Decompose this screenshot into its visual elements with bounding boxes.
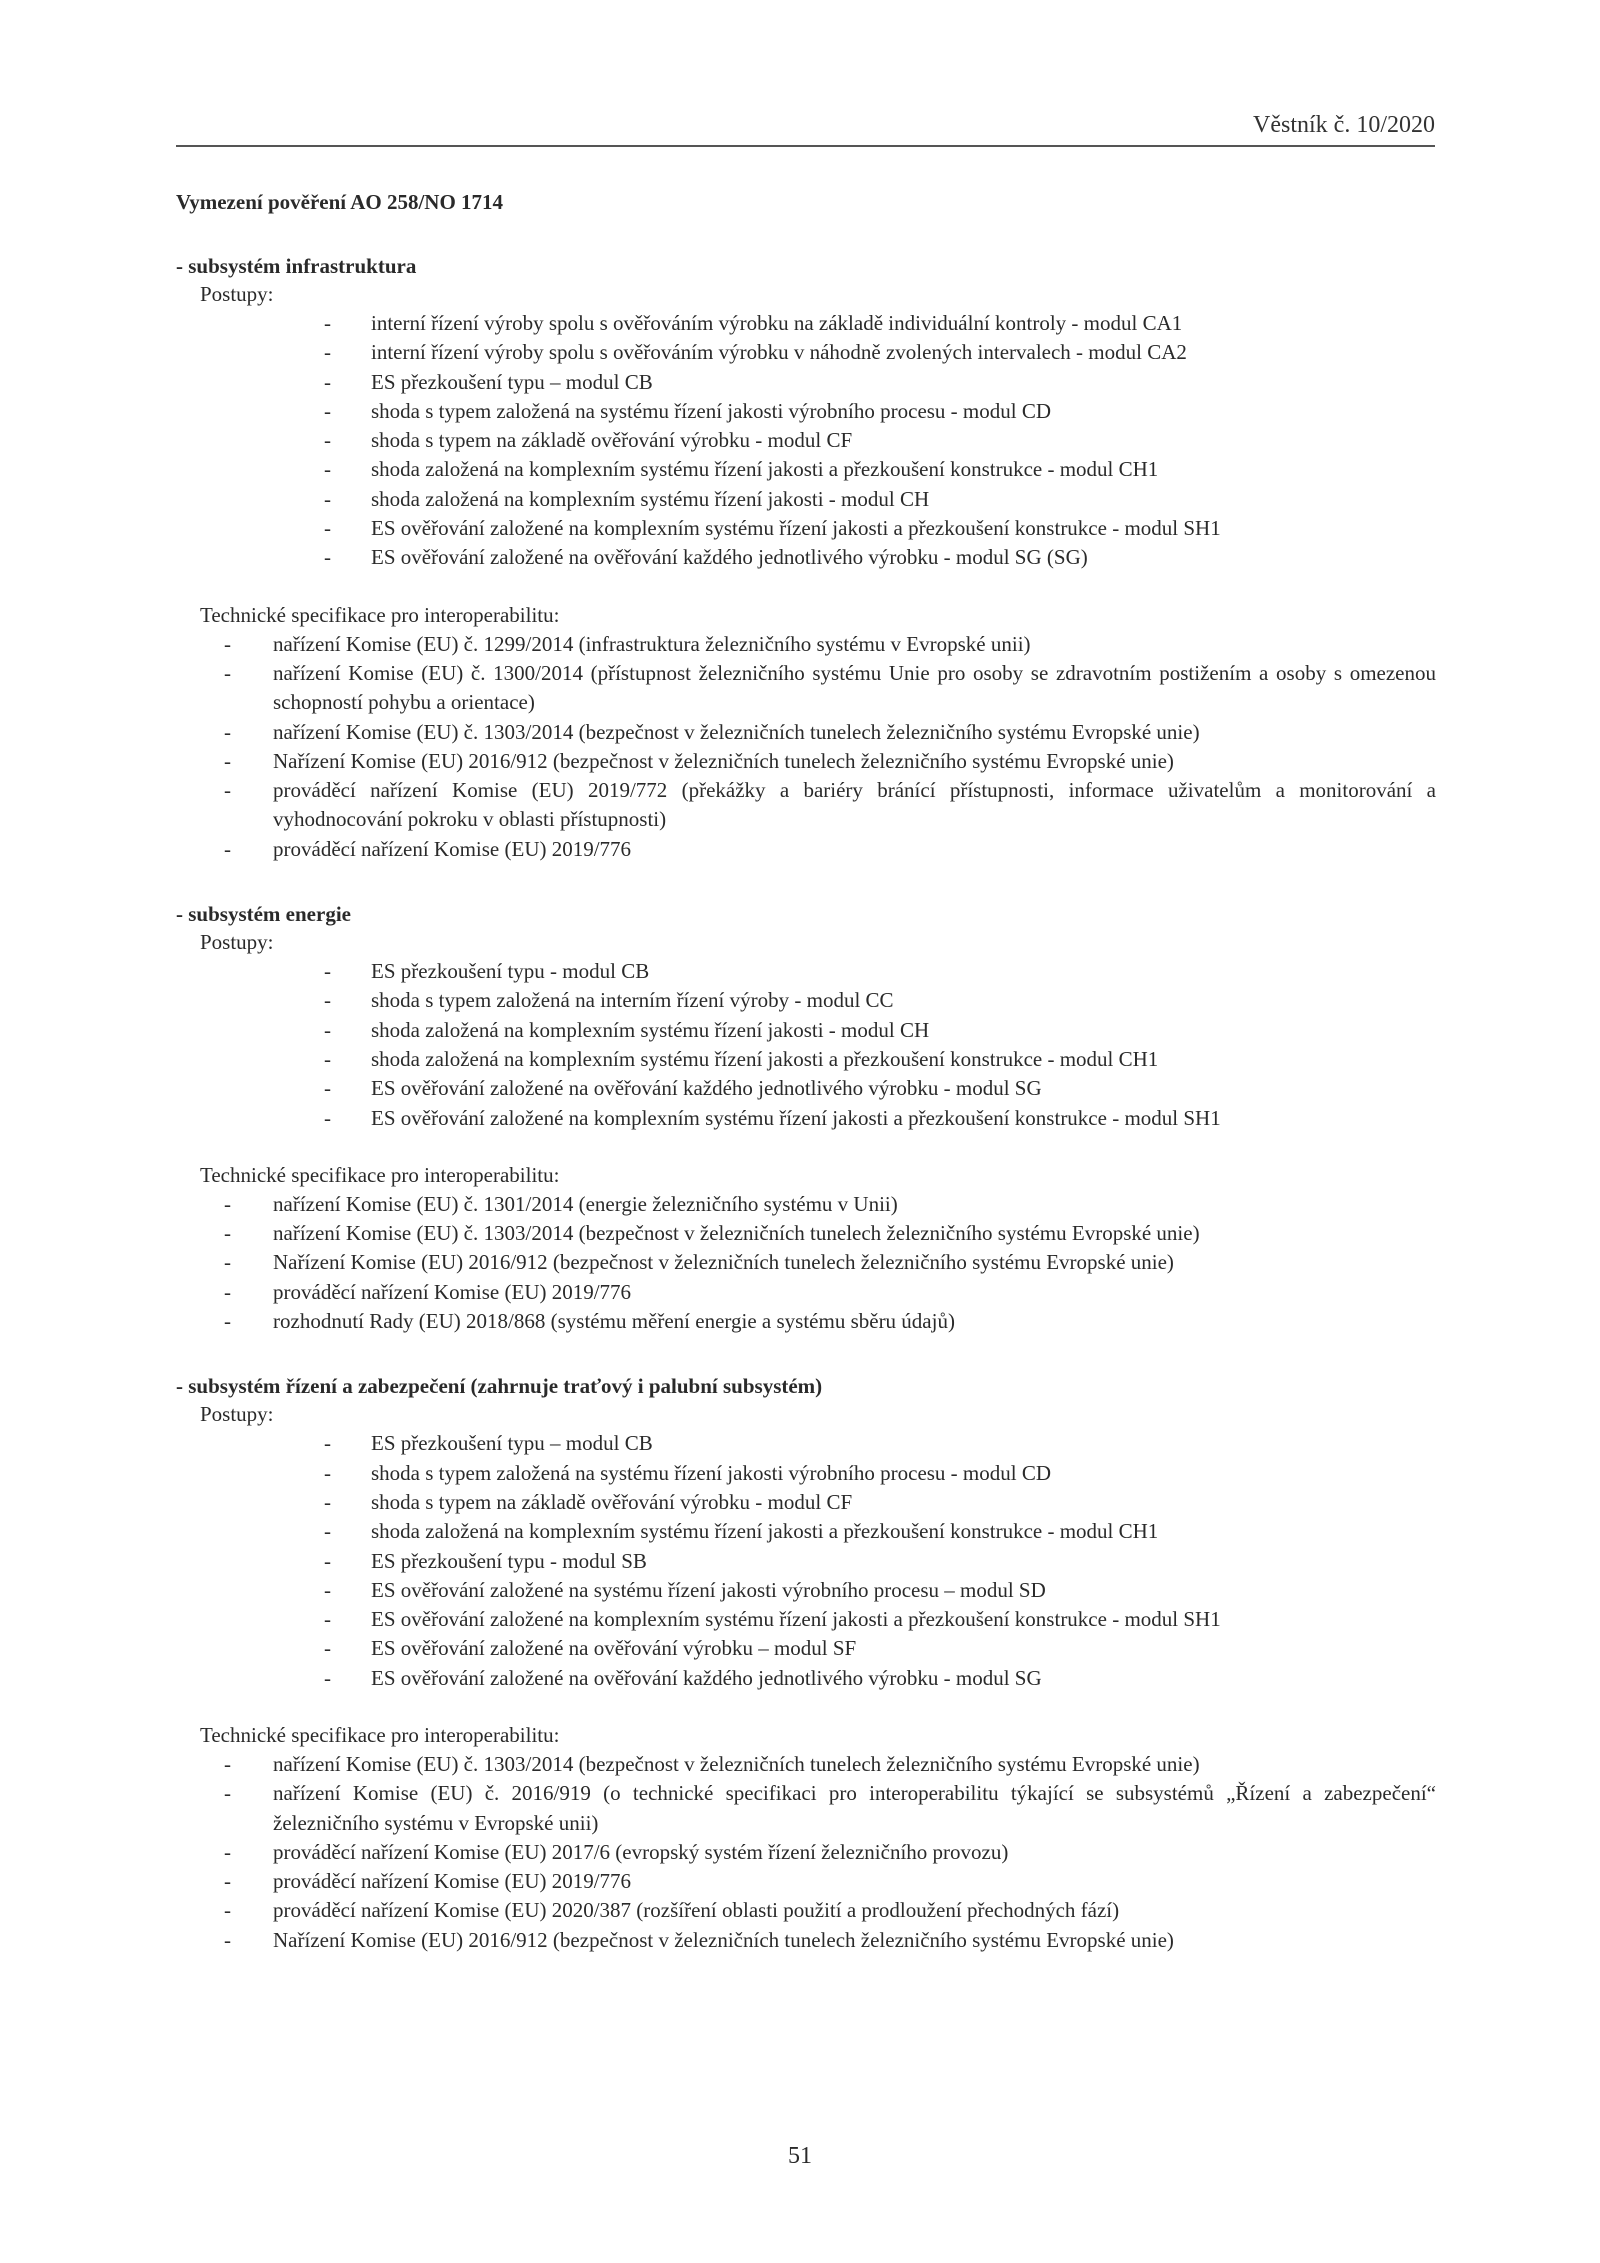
document-heading: Vymezení pověření AO 258/NO 1714 bbox=[176, 190, 504, 214]
procedure-item bbox=[176, 957, 1436, 986]
procedure-text: ES ověřování založené na ověřování výrobku – modul SF bbox=[371, 1636, 857, 1661]
procedure-item bbox=[176, 986, 1436, 1015]
procedure-item bbox=[176, 1547, 1436, 1576]
list-dash: - bbox=[224, 1839, 231, 1864]
journal-issue-title: Věstník č. 10/2020 bbox=[1253, 112, 1435, 138]
procedure-text: ES přezkoušení typu - modul CB bbox=[371, 959, 650, 984]
spec-item bbox=[176, 1838, 1436, 1867]
spec-item bbox=[176, 630, 1436, 659]
spec-item bbox=[176, 718, 1436, 747]
list-dash: - bbox=[324, 1460, 331, 1485]
list-dash: - bbox=[324, 1665, 331, 1690]
procedure-text: shoda založená na komplexním systému řízení jakosti - modul CH bbox=[371, 486, 930, 511]
spec-item bbox=[176, 1307, 1436, 1336]
subsystem-section bbox=[176, 900, 1436, 1336]
subsystem-section bbox=[176, 252, 1436, 864]
list-dash: - bbox=[324, 1607, 331, 1632]
procedure-text: shoda s typem na základě ověřování výrobku - modul CF bbox=[371, 428, 853, 453]
list-dash: - bbox=[324, 1636, 331, 1661]
spec-item bbox=[176, 1190, 1436, 1219]
procedure-text: ES ověřování založené na ověřování každého jednotlivého výrobku - modul SG bbox=[371, 1665, 1042, 1690]
list-dash: - bbox=[324, 340, 331, 365]
document-body bbox=[176, 188, 1436, 1955]
list-dash: - bbox=[224, 1221, 231, 1246]
spec-item bbox=[176, 1278, 1436, 1307]
list-dash: - bbox=[324, 1017, 331, 1042]
procedure-item bbox=[176, 1634, 1436, 1663]
procedure-text: shoda založená na komplexním systému řízení jakosti a přezkoušení konstrukce - modul CH1 bbox=[371, 457, 1159, 482]
specs-list bbox=[176, 630, 1436, 864]
procedures-list bbox=[176, 1429, 1436, 1693]
specs-list bbox=[176, 1750, 1436, 1955]
specs-block bbox=[176, 601, 1436, 864]
procedures-label: Postupy: bbox=[200, 1402, 274, 1427]
procedure-text: shoda s typem založená na interním řízení výroby - modul CC bbox=[371, 988, 894, 1013]
subsystem-section bbox=[176, 1372, 1436, 1955]
procedure-text: interní řízení výroby spolu s ověřováním výrobku v náhodně zvolených intervalech - modul CA2 bbox=[371, 340, 1187, 365]
procedure-item bbox=[176, 1074, 1436, 1103]
list-dash: - bbox=[224, 1751, 231, 1776]
list-dash: - bbox=[324, 1577, 331, 1602]
spec-item bbox=[176, 1867, 1436, 1896]
list-dash: - bbox=[324, 1489, 331, 1514]
spec-item bbox=[176, 1896, 1436, 1925]
list-dash: - bbox=[224, 1869, 231, 1894]
list-dash: - bbox=[224, 836, 231, 861]
spec-item bbox=[176, 835, 1436, 864]
list-dash: - bbox=[224, 1279, 231, 1304]
procedure-item bbox=[176, 1605, 1436, 1634]
list-dash: - bbox=[324, 457, 331, 482]
procedure-text: ES ověřování založené na ověřování každého jednotlivého výrobku - modul SG bbox=[371, 1076, 1042, 1101]
subsystem-title: - subsystém infrastruktura bbox=[176, 254, 417, 278]
spec-text: prováděcí nařízení Komise (EU) 2017/6 (evropský systém řízení železničního provozu) bbox=[273, 1839, 1009, 1864]
spec-text: Nařízení Komise (EU) 2016/912 (bezpečnost v železničních tunelech železničního systému Evropské unie) bbox=[273, 748, 1174, 773]
spec-item bbox=[176, 1926, 1436, 1955]
spec-text: prováděcí nařízení Komise (EU) 2019/776 bbox=[273, 836, 632, 861]
procedure-item bbox=[176, 1459, 1436, 1488]
list-dash: - bbox=[224, 748, 231, 773]
list-dash: - bbox=[224, 1250, 231, 1275]
procedures-list bbox=[176, 309, 1436, 573]
list-dash: - bbox=[324, 1519, 331, 1544]
procedure-text: shoda založená na komplexním systému řízení jakosti a přezkoušení konstrukce - modul CH1 bbox=[371, 1519, 1159, 1544]
procedure-text: shoda založená na komplexním systému řízení jakosti - modul CH bbox=[371, 1017, 930, 1042]
list-dash: - bbox=[324, 988, 331, 1013]
page-number: 51 bbox=[788, 2143, 812, 2169]
procedures-list bbox=[176, 957, 1436, 1133]
list-dash: - bbox=[324, 516, 331, 541]
specs-label: Technické specifikace pro interoperabilitu: bbox=[200, 602, 560, 627]
spec-text: nařízení Komise (EU) č. 1303/2014 (bezpečnost v železničních tunelech železničního systému Evropské unie) bbox=[273, 719, 1200, 744]
procedure-text: ES přezkoušení typu – modul CB bbox=[371, 369, 653, 394]
procedure-text: ES ověřování založené na komplexním systému řízení jakosti a přezkoušení konstrukce - modul SH1 bbox=[371, 1607, 1221, 1632]
specs-block bbox=[176, 1161, 1436, 1336]
list-dash: - bbox=[324, 1105, 331, 1130]
subsystem-title: - subsystém řízení a zabezpečení (zahrnuje traťový i palubní subsystém) bbox=[176, 1374, 823, 1399]
procedure-item bbox=[176, 368, 1436, 397]
list-dash: - bbox=[324, 1076, 331, 1101]
list-dash: - bbox=[224, 631, 231, 656]
list-dash: - bbox=[324, 428, 331, 453]
spec-item bbox=[176, 776, 1436, 835]
list-dash: - bbox=[324, 1548, 331, 1573]
spec-text: nařízení Komise (EU) č. 1303/2014 (bezpečnost v železničních tunelech železničního systému Evropské unie) bbox=[273, 1221, 1200, 1246]
list-dash: - bbox=[324, 311, 331, 335]
list-dash: - bbox=[224, 660, 231, 685]
list-dash: - bbox=[324, 398, 331, 423]
procedure-item bbox=[176, 397, 1436, 426]
specs-block bbox=[176, 1721, 1436, 1955]
procedure-text: ES ověřování založené na komplexním systému řízení jakosti a přezkoušení konstrukce - modul SH1 bbox=[371, 1105, 1221, 1130]
spec-text: nařízení Komise (EU) č. 1301/2014 (energie železničního systému v Unii) bbox=[273, 1191, 898, 1216]
specs-list bbox=[176, 1190, 1436, 1336]
spec-text: nařízení Komise (EU) č. 1300/2014 (přístupnost železničního systému Unie pro osoby se zdravotním postižením a osoby s omezenou schopností pohybu a orientace) bbox=[273, 660, 1436, 715]
procedure-text: shoda s typem na základě ověřování výrobku - modul CF bbox=[371, 1489, 853, 1514]
list-dash: - bbox=[224, 1309, 231, 1334]
spec-item bbox=[176, 659, 1436, 718]
procedure-item bbox=[176, 1429, 1436, 1458]
procedure-text: shoda s typem založená na systému řízení jakosti výrobního procesu - modul CD bbox=[371, 398, 1052, 423]
spec-item bbox=[176, 747, 1436, 776]
spec-text: prováděcí nařízení Komise (EU) 2020/387 (rozšíření oblasti použití a prodloužení přechodných fází) bbox=[273, 1898, 1120, 1923]
list-dash: - bbox=[224, 1927, 231, 1952]
spec-text: nařízení Komise (EU) č. 1303/2014 (bezpečnost v železničních tunelech železničního systému Evropské unie) bbox=[273, 1751, 1200, 1776]
header-divider bbox=[176, 145, 1435, 147]
subsystem-title: - subsystém energie bbox=[176, 902, 351, 927]
procedure-text: ES ověřování založené na komplexním systému řízení jakosti a přezkoušení konstrukce - modul SH1 bbox=[371, 516, 1221, 541]
procedure-text: interní řízení výroby spolu s ověřováním výrobku na základě individuální kontroly - modul CA1 bbox=[371, 311, 1183, 335]
procedure-item bbox=[176, 1517, 1436, 1546]
procedure-item bbox=[176, 1016, 1436, 1045]
procedure-text: ES přezkoušení typu - modul SB bbox=[371, 1548, 647, 1573]
spec-text: Nařízení Komise (EU) 2016/912 (bezpečnost v železničních tunelech železničního systému Evropské unie) bbox=[273, 1250, 1174, 1275]
procedure-text: ES ověřování založené na systému řízení jakosti výrobního procesu – modul SD bbox=[371, 1577, 1046, 1602]
list-dash: - bbox=[324, 545, 331, 570]
procedure-item bbox=[176, 1045, 1436, 1074]
spec-text: rozhodnutí Rady (EU) 2018/868 (systému měření energie a systému sběru údajů) bbox=[273, 1309, 955, 1334]
procedure-text: ES přezkoušení typu – modul CB bbox=[371, 1431, 653, 1456]
procedures-label: Postupy: bbox=[200, 930, 274, 955]
spec-text: prováděcí nařízení Komise (EU) 2019/776 bbox=[273, 1869, 632, 1894]
subsystem-sections bbox=[176, 252, 1436, 1955]
spec-text: Nařízení Komise (EU) 2016/912 (bezpečnost v železničních tunelech železničního systému Evropské unie) bbox=[273, 1927, 1174, 1952]
list-dash: - bbox=[224, 719, 231, 744]
spec-item bbox=[176, 1219, 1436, 1248]
spec-item bbox=[176, 1779, 1436, 1838]
spec-item bbox=[176, 1750, 1436, 1779]
list-dash: - bbox=[224, 1898, 231, 1923]
list-dash: - bbox=[224, 778, 231, 803]
spec-text: prováděcí nařízení Komise (EU) 2019/776 bbox=[273, 1279, 632, 1304]
procedure-item bbox=[176, 455, 1436, 484]
list-dash: - bbox=[324, 486, 331, 511]
procedure-item bbox=[176, 514, 1436, 543]
spec-text: nařízení Komise (EU) č. 2016/919 (o technické specifikaci pro interoperabilitu týkající se subsystémů „Řízení a zabezpečení“ železničního systému v Evropské unii) bbox=[273, 1781, 1436, 1835]
list-dash: - bbox=[324, 1431, 331, 1456]
procedure-item bbox=[176, 1488, 1436, 1517]
spec-text: nařízení Komise (EU) č. 1299/2014 (infrastruktura železničního systému v Evropské unii) bbox=[273, 631, 1031, 656]
procedure-item bbox=[176, 543, 1436, 572]
list-dash: - bbox=[324, 959, 331, 984]
procedure-item bbox=[176, 426, 1436, 455]
list-dash: - bbox=[224, 1781, 231, 1806]
procedure-item bbox=[176, 338, 1436, 367]
spec-item bbox=[176, 1248, 1436, 1277]
specs-label: Technické specifikace pro interoperabilitu: bbox=[200, 1722, 560, 1747]
procedure-item bbox=[176, 309, 1436, 338]
list-dash: - bbox=[224, 1191, 231, 1216]
procedure-item bbox=[176, 485, 1436, 514]
procedure-item bbox=[176, 1664, 1436, 1693]
list-dash: - bbox=[324, 369, 331, 394]
procedure-text: shoda založená na komplexním systému řízení jakosti a přezkoušení konstrukce - modul CH1 bbox=[371, 1046, 1159, 1071]
spec-text: prováděcí nařízení Komise (EU) 2019/772 (překážky a bariéry bránící přístupnosti, informace uživatelům a monitorování a vyhodnocování pokroku v oblasti přístupnosti) bbox=[273, 778, 1436, 832]
procedure-item bbox=[176, 1104, 1436, 1133]
procedures-label: Postupy: bbox=[200, 282, 274, 306]
specs-label: Technické specifikace pro interoperabilitu: bbox=[200, 1162, 560, 1187]
list-dash: - bbox=[324, 1046, 331, 1071]
procedure-item bbox=[176, 1576, 1436, 1605]
procedure-text: shoda s typem založená na systému řízení jakosti výrobního procesu - modul CD bbox=[371, 1460, 1052, 1485]
procedure-text: ES ověřování založené na ověřování každého jednotlivého výrobku - modul SG (SG) bbox=[371, 545, 1088, 570]
